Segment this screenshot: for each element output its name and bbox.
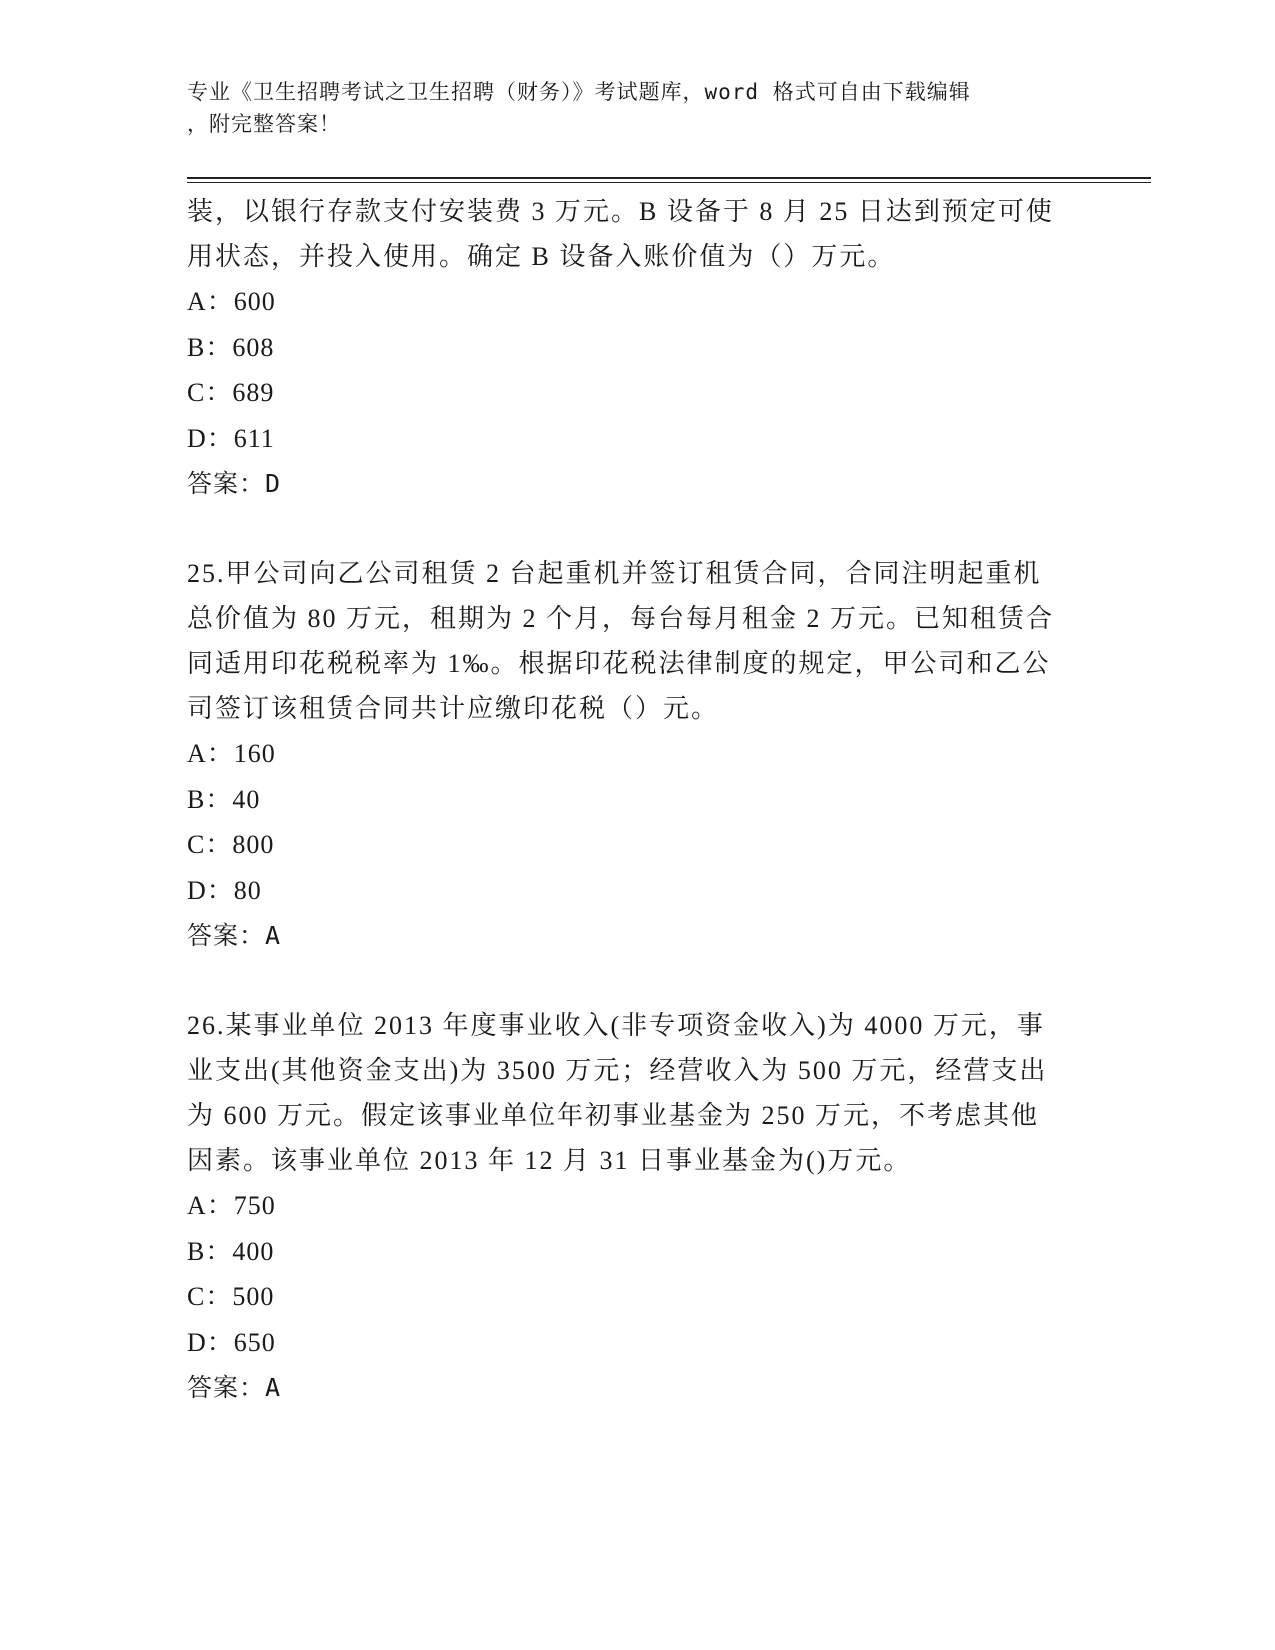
- answer-value: A: [265, 1373, 282, 1402]
- header-line-1: 专业《卫生招聘考试之卫生招聘（财务）》考试题库，word 格式可自由下载编辑: [187, 80, 971, 104]
- document-body: [187, 189, 1087, 1410]
- option-a: A：600: [187, 287, 276, 316]
- header-divider-thin: [187, 182, 1151, 183]
- answer-line: [187, 461, 1087, 506]
- answer-label: 答案：: [187, 1373, 266, 1402]
- option-a: A：160: [187, 739, 276, 768]
- question-text-line: 同适用印花税税率为 1‰。根据印花税法律制度的规定，甲公司和乙公: [187, 649, 1051, 678]
- answer-line: [187, 1365, 1087, 1410]
- question-text-line: 总价值为 80 万元，租期为 2 个月，每台每月租金 2 万元。已知租赁合: [187, 604, 1055, 633]
- question-text-line: 26.某事业单位 2013 年度事业收入(非专项资金收入)为 4000 万元，事: [187, 1011, 1045, 1040]
- question-text-line: 为 600 万元。假定该事业单位年初事业基金为 250 万元，不考虑其他: [187, 1101, 1040, 1130]
- spacer: [187, 958, 1087, 1003]
- document-header: [187, 76, 1067, 140]
- question-text-line: 25.甲公司向乙公司租赁 2 台起重机并签订租赁合同，合同注明起重机: [187, 559, 1042, 588]
- question-text-line: 装，以银行存款支付安装费 3 万元。B 设备于 8 月 25 日达到预定可使: [187, 197, 1054, 226]
- option-b: B：40: [187, 784, 261, 814]
- option-b: B：400: [187, 1236, 275, 1266]
- option-c: C：800: [187, 830, 275, 859]
- option-b: B：608: [187, 332, 275, 362]
- answer-label: 答案：: [187, 469, 266, 498]
- option-d: D：80: [187, 875, 262, 905]
- answer-line: [187, 913, 1087, 958]
- answer-value: D: [265, 469, 282, 498]
- question-text-line: 司签订该租赁合同共计应缴印花税（）元。: [187, 694, 720, 723]
- option-a: A：750: [187, 1191, 276, 1220]
- answer-label: 答案：: [187, 921, 266, 950]
- question-text-line: 业支出(其他资金支出)为 3500 万元；经营收入为 500 万元，经营支出: [187, 1056, 1048, 1085]
- question-24: [187, 189, 1087, 506]
- option-c: C：500: [187, 1282, 275, 1311]
- question-text-line: 用状态，并投入使用。确定 B 设备入账价值为（）万元。: [187, 242, 896, 271]
- spacer: [187, 506, 1087, 551]
- answer-value: A: [265, 921, 282, 950]
- option-d: D：650: [187, 1327, 276, 1357]
- header-divider-thick: [187, 177, 1151, 179]
- option-d: D：611: [187, 423, 275, 453]
- option-c: C：689: [187, 378, 275, 407]
- question-26: [187, 1003, 1087, 1410]
- header-line-2: ，附完整答案！: [187, 112, 341, 136]
- question-25: [187, 551, 1087, 958]
- question-text-line: 因素。该事业单位 2013 年 12 月 31 日事业基金为()万元。: [187, 1146, 912, 1175]
